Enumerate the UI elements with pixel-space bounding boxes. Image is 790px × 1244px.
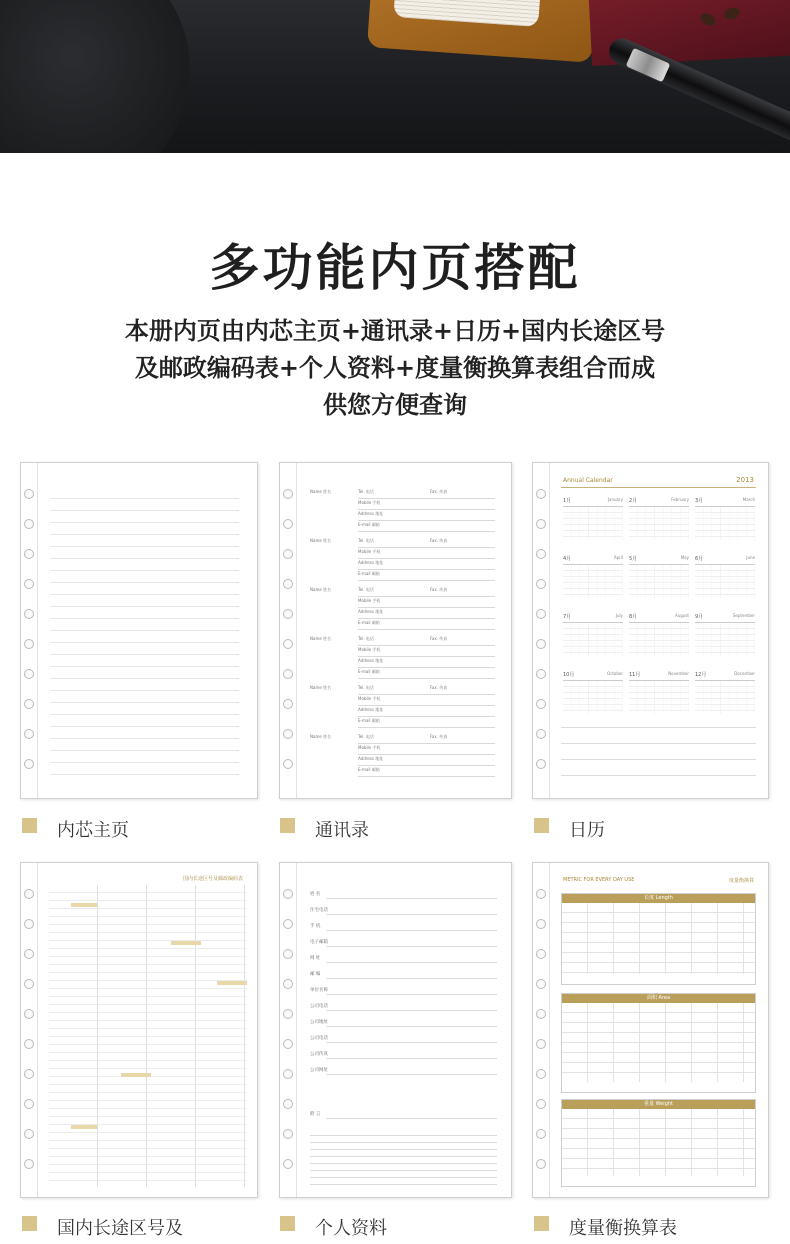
contact-field-line <box>358 520 495 521</box>
page-spine <box>37 463 38 798</box>
binder-hole <box>24 609 34 619</box>
personal-field-line <box>326 1074 497 1075</box>
binder-hole <box>283 519 293 529</box>
personal-field-label: 公司电话 <box>310 1004 328 1009</box>
calendar-festival-row <box>561 727 756 741</box>
binder-hole <box>536 549 546 559</box>
metric-section-title: 长度 Length <box>562 894 755 903</box>
contact-field-line <box>358 716 495 717</box>
page-spine <box>296 463 297 798</box>
personal-field-line <box>326 1042 497 1043</box>
binder-hole <box>536 519 546 529</box>
contact-field-label: Address 地址 <box>358 756 384 761</box>
binder-hole <box>283 549 293 559</box>
contact-fax-label: Fax. 传真 <box>430 489 448 494</box>
month-name-en: February <box>671 497 689 502</box>
binder-holes <box>536 863 548 1197</box>
contact-entry <box>310 636 495 682</box>
binder-holes <box>24 863 36 1197</box>
personal-field-label: 公司传真 <box>310 1052 328 1057</box>
contact-field-line <box>358 618 495 619</box>
note-line <box>310 1163 497 1164</box>
binder-hole <box>536 919 546 929</box>
personal-field-line <box>326 898 497 899</box>
contact-field-line <box>358 667 495 668</box>
binder-hole <box>536 1159 546 1169</box>
contact-fax-label: Fax. 传真 <box>430 587 448 592</box>
binder-hole <box>536 609 546 619</box>
contact-field-label: E-mail 邮箱 <box>358 669 380 674</box>
caption-label: 内芯主页 <box>57 820 129 840</box>
page-preview-personal <box>279 862 512 1198</box>
table-highlight <box>71 1125 97 1129</box>
contact-field-line <box>358 629 495 630</box>
contact-field-label: Tel. 电话 <box>358 538 374 543</box>
month-name-en: August <box>675 613 689 618</box>
contact-fax-label: Fax. 传真 <box>430 734 448 739</box>
contact-field-label: E-mail 邮箱 <box>358 767 380 772</box>
page-preview-calendar <box>532 462 769 799</box>
month-name-cn: 1月 <box>563 498 572 504</box>
contact-field-label: Mobile 手机 <box>358 500 381 505</box>
calendar-month <box>695 671 755 714</box>
binder-holes <box>536 463 548 798</box>
caption-label: 度量衡换算表 <box>569 1218 677 1238</box>
personal-field-line <box>326 978 497 979</box>
binder-hole <box>283 639 293 649</box>
binder-hole <box>24 639 34 649</box>
contact-field-label: Address 地址 <box>358 658 384 663</box>
personal-field-line <box>326 1058 497 1059</box>
month-day-grid <box>695 564 755 598</box>
binder-hole <box>536 729 546 739</box>
binder-hole <box>283 489 293 499</box>
binder-hole <box>283 979 293 989</box>
binder-hole <box>283 1039 293 1049</box>
binder-hole <box>536 699 546 709</box>
binder-hole <box>283 919 293 929</box>
caption-marker <box>22 1216 37 1231</box>
metric-grid <box>562 1003 755 1082</box>
binder-hole <box>283 1009 293 1019</box>
section-description <box>0 312 790 423</box>
binder-hole <box>536 669 546 679</box>
month-day-grid <box>629 680 689 714</box>
contact-entry <box>310 489 495 535</box>
page-spine <box>549 863 550 1197</box>
calendar-festival-row <box>561 775 756 789</box>
contact-name-label: Name 姓名 <box>310 587 332 592</box>
contact-field-line <box>358 558 495 559</box>
binder-hole <box>24 1159 34 1169</box>
binder-hole <box>283 949 293 959</box>
note-line <box>310 1170 497 1171</box>
description-line: 及邮政编码表+个人资料+度量衡换算表组合而成 <box>134 353 656 382</box>
calendar-year: 2013 <box>736 476 754 484</box>
calendar-month <box>629 671 689 714</box>
personal-field-label: 公司电话 <box>310 1036 328 1041</box>
personal-field-line <box>326 962 497 963</box>
binder-hole <box>24 979 34 989</box>
table-highlight <box>71 903 97 907</box>
page-spine <box>296 863 297 1197</box>
month-name-cn: 4月 <box>563 556 572 562</box>
calendar-month <box>563 671 623 714</box>
binder-hole <box>283 699 293 709</box>
calendar-month <box>629 497 689 540</box>
product-photo-banner <box>0 0 790 153</box>
month-name-en: January <box>607 497 623 502</box>
caption-label: 日历 <box>569 820 605 840</box>
contact-field-label: E-mail 邮箱 <box>358 571 380 576</box>
binder-hole <box>283 889 293 899</box>
binder-hole <box>283 579 293 589</box>
binder-hole <box>536 489 546 499</box>
contact-field-line <box>358 547 495 548</box>
month-name-cn: 8月 <box>629 614 638 620</box>
contact-field-line <box>358 596 495 597</box>
month-day-grid <box>629 506 689 540</box>
contact-name-label: Name 姓名 <box>310 685 332 690</box>
caption-label: 国内长途区号及 <box>57 1218 183 1238</box>
page-spine <box>37 863 38 1197</box>
contact-fax-label: Fax. 传真 <box>430 636 448 641</box>
caption-marker <box>22 818 37 833</box>
month-name-en: November <box>668 671 689 676</box>
personal-field-label: 邮 编 <box>310 972 321 977</box>
contact-field-line <box>358 678 495 679</box>
contact-field-label: Mobile 手机 <box>358 549 381 554</box>
binder-hole <box>24 489 34 499</box>
page-spine <box>549 463 550 798</box>
note-line <box>310 1135 497 1136</box>
month-day-grid <box>563 622 623 656</box>
month-day-grid <box>563 564 623 598</box>
contact-field-label: Tel. 电话 <box>358 685 374 690</box>
contact-name-label: Name 姓名 <box>310 636 332 641</box>
binder-hole <box>283 669 293 679</box>
caption-marker <box>534 1216 549 1231</box>
month-name-cn: 11月 <box>629 672 641 678</box>
note-line <box>310 1184 497 1185</box>
month-name-en: October <box>606 671 623 676</box>
binder-hole <box>536 1099 546 1109</box>
contact-field-line <box>358 656 495 657</box>
binder-hole <box>24 579 34 589</box>
month-name-cn: 5月 <box>629 556 638 562</box>
contact-entry <box>310 734 495 780</box>
binder-hole <box>536 1009 546 1019</box>
contact-field-label: Tel. 电话 <box>358 489 374 494</box>
binder-hole <box>24 919 34 929</box>
contact-field-label: Address 地址 <box>358 511 384 516</box>
metric-heading-cn: 度量衡换算 <box>728 878 754 884</box>
binder-hole <box>283 609 293 619</box>
caption-label: 通讯录 <box>315 820 369 840</box>
calendar-month <box>629 613 689 656</box>
binder-hole <box>24 729 34 739</box>
page-preview-ruled <box>20 462 258 799</box>
binder-hole <box>24 699 34 709</box>
caption-marker <box>534 818 549 833</box>
calendar-month <box>563 555 623 598</box>
caption-marker <box>280 818 295 833</box>
table-highlight <box>121 1073 151 1077</box>
binder-hole <box>536 949 546 959</box>
metric-heading: METRIC FOR EVERY DAY USE <box>563 877 635 883</box>
month-name-en: June <box>746 555 755 560</box>
calendar-month <box>563 497 623 540</box>
personal-field-label: 手 机 <box>310 924 321 929</box>
month-day-grid <box>695 622 755 656</box>
binder-hole <box>283 1159 293 1169</box>
contact-field-line <box>358 569 495 570</box>
contact-field-label: Tel. 电话 <box>358 636 374 641</box>
page-preview-contacts <box>279 462 512 799</box>
month-name-cn: 2月 <box>629 498 638 504</box>
binder-hole <box>24 889 34 899</box>
caption-label: 个人资料 <box>315 1218 387 1238</box>
contact-field-line <box>358 645 495 646</box>
contact-field-line <box>358 743 495 744</box>
month-day-grid <box>563 680 623 714</box>
ruled-lines <box>51 487 239 784</box>
note-line <box>310 1142 497 1143</box>
contact-field-line <box>358 705 495 706</box>
page-preview-metric <box>532 862 769 1198</box>
binder-hole <box>24 759 34 769</box>
binder-hole <box>24 1009 34 1019</box>
month-name-cn: 10月 <box>563 672 575 678</box>
contact-field-label: Mobile 手机 <box>358 745 381 750</box>
contact-field-label: Mobile 手机 <box>358 647 381 652</box>
binder-hole <box>283 1069 293 1079</box>
month-day-grid <box>695 506 755 540</box>
calendar-festival-row <box>561 759 756 773</box>
description-line: 供您方便查询 <box>323 390 467 419</box>
description-line: 本册内页由内芯主页+通讯录+日历+国内长途区号 <box>124 316 666 345</box>
contact-field-line <box>358 607 495 608</box>
calendar-month <box>629 555 689 598</box>
month-day-grid <box>695 680 755 714</box>
contact-field-label: Mobile 手机 <box>358 696 381 701</box>
binder-hole <box>283 729 293 739</box>
month-name-en: December <box>734 671 755 676</box>
contact-fax-label: Fax. 传真 <box>430 538 448 543</box>
contact-field-label: E-mail 邮箱 <box>358 718 380 723</box>
contact-field-line <box>358 754 495 755</box>
binder-hole <box>24 949 34 959</box>
personal-field-line <box>326 930 497 931</box>
metric-grid <box>562 1109 755 1176</box>
month-day-grid <box>629 564 689 598</box>
personal-field-label: 公司网址 <box>310 1068 328 1073</box>
note-line <box>310 1177 497 1178</box>
personal-field-line <box>326 1010 497 1011</box>
contact-field-line <box>358 776 495 777</box>
binder-hole <box>24 549 34 559</box>
calendar-month <box>695 613 755 656</box>
area-code-heading: 国内长途区号及邮政编码表 <box>182 876 243 882</box>
metric-weight-table <box>561 1099 756 1187</box>
binder-holes <box>283 863 295 1197</box>
binder-hole <box>536 759 546 769</box>
contact-entry <box>310 538 495 584</box>
binder-hole <box>24 519 34 529</box>
binder-hole <box>283 1099 293 1109</box>
month-name-en: May <box>680 555 689 560</box>
binder-hole <box>24 1039 34 1049</box>
contact-field-line <box>358 509 495 510</box>
contact-field-line <box>358 727 495 728</box>
metric-area-table <box>561 993 756 1093</box>
binder-hole <box>536 979 546 989</box>
page-preview-area-codes <box>20 862 258 1198</box>
binder-hole <box>536 1039 546 1049</box>
calendar-heading: Annual Calendar <box>563 477 613 484</box>
personal-field-label: 电子邮箱 <box>310 940 328 945</box>
personal-field-line <box>326 994 497 995</box>
binder-holes <box>24 463 36 798</box>
personal-field-label: 公司地址 <box>310 1020 328 1025</box>
month-day-grid <box>563 506 623 540</box>
month-name-cn: 3月 <box>695 498 704 504</box>
month-name-cn: 6月 <box>695 556 704 562</box>
calendar-rule <box>561 487 756 488</box>
month-name-en: March <box>742 497 755 502</box>
contact-name-label: Name 姓名 <box>310 489 332 494</box>
contact-field-label: E-mail 邮箱 <box>358 620 380 625</box>
month-name-cn: 7月 <box>563 614 572 620</box>
binder-hole <box>536 1129 546 1139</box>
personal-field-label: 住宅电话 <box>310 908 328 913</box>
contact-field-line <box>358 580 495 581</box>
binder-hole <box>536 889 546 899</box>
personal-field-label: 单位名称 <box>310 988 328 993</box>
contact-field-line <box>358 694 495 695</box>
calendar-month <box>563 613 623 656</box>
personal-field-label: 姓 名 <box>310 892 321 897</box>
metric-grid <box>562 903 755 974</box>
month-name-en: September <box>732 613 755 618</box>
contact-name-label: Name 姓名 <box>310 538 332 543</box>
calendar-month <box>695 497 755 540</box>
month-name-en: July <box>615 613 623 618</box>
note-line <box>310 1149 497 1150</box>
personal-field-line <box>326 1026 497 1027</box>
contact-field-label: Address 地址 <box>358 707 384 712</box>
binder-hole <box>536 1069 546 1079</box>
metric-section-title: 面积 Area <box>562 994 755 1003</box>
table-highlight <box>217 981 247 985</box>
contact-field-line <box>358 531 495 532</box>
personal-field-label: 网 址 <box>310 956 321 961</box>
month-name-en: April <box>613 555 623 560</box>
metric-length-table <box>561 893 756 985</box>
binder-hole <box>24 1129 34 1139</box>
contact-field-label: Mobile 手机 <box>358 598 381 603</box>
calendar-festival-row <box>561 743 756 757</box>
area-code-table <box>49 885 247 1187</box>
contact-field-line <box>358 765 495 766</box>
binder-hole <box>536 579 546 589</box>
note-line <box>310 1156 497 1157</box>
section-title: 多功能内页搭配 <box>209 238 581 297</box>
metric-section-title: 重量 Weight <box>562 1100 755 1109</box>
month-name-cn: 9月 <box>695 614 704 620</box>
binder-hole <box>536 639 546 649</box>
caption-marker <box>280 1216 295 1231</box>
binder-hole <box>24 1099 34 1109</box>
contact-fax-label: Fax. 传真 <box>430 685 448 690</box>
personal-field-line <box>326 946 497 947</box>
contact-field-label: Tel. 电话 <box>358 587 374 592</box>
contact-field-label: Address 地址 <box>358 609 384 614</box>
month-day-grid <box>629 622 689 656</box>
contact-field-label: Tel. 电话 <box>358 734 374 739</box>
contact-field-label: Address 地址 <box>358 560 384 565</box>
personal-field-line <box>326 1118 497 1119</box>
calendar-month <box>695 555 755 598</box>
binder-hole <box>24 1069 34 1079</box>
contact-entry <box>310 587 495 633</box>
dark-disc-decoration <box>0 0 190 153</box>
contact-field-line <box>358 498 495 499</box>
binder-hole <box>24 669 34 679</box>
month-name-cn: 12月 <box>695 672 707 678</box>
personal-field-label: 附 言 <box>310 1112 321 1117</box>
binder-hole <box>283 759 293 769</box>
contact-entry <box>310 685 495 731</box>
binder-holes <box>283 463 295 798</box>
table-highlight <box>171 941 201 945</box>
binder-hole <box>283 1129 293 1139</box>
contact-field-label: E-mail 邮箱 <box>358 522 380 527</box>
contact-name-label: Name 姓名 <box>310 734 332 739</box>
personal-field-line <box>326 914 497 915</box>
